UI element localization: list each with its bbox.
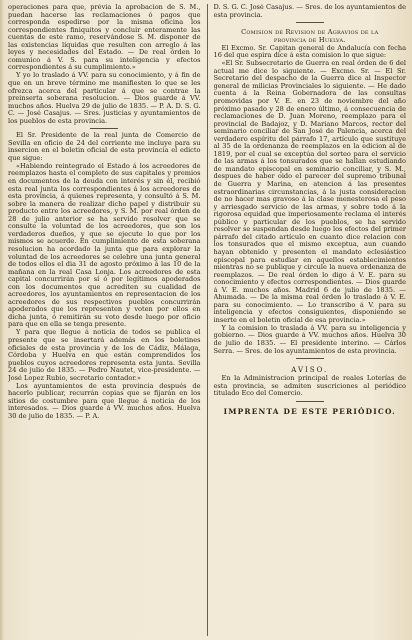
aviso-title: AVISO. [291,366,329,375]
section-divider [296,358,324,359]
right-column [214,4,407,636]
imprenta-footer: IMPRENTA DE ESTE PERIÓDICO. [223,406,396,416]
right-paragraph-3: Y la comision lo traslada á VV. para su inteligencia y gobierno. — Dios guarde á VV. muchos años. Huelva 30 de julio de 1835. — El presidente interino. — Cárlos Serra. — Sres. de los ayuntamientos de esta provincia. [213,323,406,355]
section-heading [214,29,407,44]
section-divider [296,22,324,23]
left-paragraph-1: operaciones para que, prévia la aprobacion de S. M., puedan hacerse las reclamaciones ó pagos que corresponda espedirse por la misma oficina los correspondientes finiquitos y concluir enteramente las cuentas de este ramo, reservándose S. M. disponer de las existencias líquidas que resulten con arreglo á las leyes y necesidades del Estado. — De real órden lo comunico á V. S. para su inteligencia y efectos correspondientes á su cumplimiento.» [8,4,201,72]
left-paragraph-2: Y yo lo traslado á VV. para su conocimiento, y á fin de que en un breve término me manifiesten lo que se les ofrezca acerca del particular á que se contrae la preinserta soberana resolucion. — Dios guarde á VV. muchos años. Huelva 29 de julio de 1835. — P. A. D. S. G. C. — José Casajus. — Sres. justicias y ayuntamientos de los pueblos de esta provincia. [8,71,201,125]
section-heading-suffix: provincia de Huelva. [273,35,346,44]
left-paragraph-3: El Sr. Presidente de la real junta de Comercio de Sevilla en oficio de 24 del corriente me incluye para su insercion en el boletin oficial de esta provincia el edicto que sigue: [8,131,201,162]
right-opening: D. S. G. C. José Casajus. — Sres. de los ayuntamientos de esta provincia. [213,4,406,19]
left-paragraph-6: Los ayuntamientos de esta provincia después de hacerlo publicar, recurrán copias que se fijarán en los sitios de costumbre para que llegue á noticia de los interesados. — Dios guarde á VV. muchos años. Huelva 30 de julio de 1835. — P. A. [8,381,201,420]
section-divider [90,128,118,129]
page-columns [8,4,406,636]
section-heading-prefix: Comision de Revision de Agravios de la [241,28,379,37]
right-paragraph-2: «El Sr. Subsecretario de Guerra en real órden de 6 del actual me dice lo siguiente. — Excmo. Sr. — El Sr. Secretario del despacho de la Guerra dice al Inspector general de milicias Provinciales lo siguiente. — He dado cuenta á la Reina Gobernadora de las consultas promovidas por V. E. en 23 de noviembre del año próximo pasado y 28 de enero último, á consecuencia de reclamaciones de D. Juan Moreno, reemplazo para el provincial de Badajoz, y D. Mariano Marcos, rector del seminario conciliar de San José de Palencia, acerca del verdadero espíritu del párrafo 17, artículo que sustituye al 35 de la ordenanza de reemplazos en la edicion al de 1819, por el cual se exceptúa del sorteo para el servicio de las armas á los tonsurados que se hallan estudiando de mandato episcopal en seminario conciliar, y S. M., despues de haber oido el parecer del supremo tribunal de Guerra y Marina, en atencion á las presentes estraordinarias circunstancias, á la justa consideracion de no hacer mas gravoso á la clase menesterosa el peso y arriesgado servicio de las armas, y sobre todo á la rigorosa equidad que imperiosamente reclama el interés público y particular de los pueblos, se ha servido resolver se suspendan desde luego los efectos del primer párrafo del citado artículo en cuanto dice relacion con los tonsurados que el mismo exceptua, aun cuando hayan obtenido y presenten el mandato eclesiástico episcopal para estudiar en aquellos establecimientos mientras no se publique y circule la nueva ordenanza de reemplazos. — De real órden lo digo á V. E. para su conocimiento y efectos correspondientes. — Dios guarde á V. E. muchos años. Madrid 6 de julio de 1835. — Ahumada. — De la misma real órden lo traslado á V. E. para su conocimiento. — Lo transcribo á V. para su inteligencia y efectos consiguientes, disponiendo se inserte en el boletin oficial de esa provincia.» [213,59,406,324]
section-divider [296,401,324,402]
aviso-text: En la Administracion principal de reales Loterías de esta provincia, se admiten suscriciones al periódico titulado Eco del Comercio. [213,374,406,398]
right-paragraph-1: El Excmo. Sr. Capitan general de Andalucía con fecha 16 del que espira dice á esta comision lo que sigue: [213,43,406,60]
left-paragraph-5: Y para que llegue á noticia de todos se publica el presente que se insertará además en los boletines oficiales de esta provincia y de los de Cádiz, Málaga, Córdoba y Huelva en que están comprendidos los pueblos cuyos acreedores representa esta junta. Sevilla 24 de julio de 1835. — Pedro Nautet, vice-presidente. — José Lopez Rubio, secretario contador.» [8,328,201,382]
page-binding-shadow [0,0,4,640]
left-paragraph-4: «Habiendo reintegrado el Estado á los acreedores de reemplazos hasta el completo de sus capitales y premios en documentos de la deuda con interés y sin él, recibió esta real junta los correspondientes á los acreedores de esta provincia, á quienes representa, y consultó á S. M. sobre la manera de realizar dicho papel y distribuir su producto entre los acreedores, y S. M. por real órden de 28 de julio anterior se ha servido resolver que se consulte la voluntad de los acreedores, que son los verdaderos dueños, y que se ejecute lo que por los mismos se acuerde. En cumplimiento de esta soberana resolucion ha acordado la junta que para explorar la voluntad de los acreedores se celebre una junta general de todos ellos el dia 31 de agosto próximo á las 10 de la mañana en la real Casa Lonja. Los acreedores de esta capital concurrirán por sí ó por legítimos apoderados con los documentos que acrediten su cualidad de acreedores, los ayuntamientos en representacion de los acreedores de sus respectivos pueblos concurrirán apoderados que los representen y voten por ellos en dicha junta, ó remitirán su voto desde luego por oficio para que en ella se tenga presente. [8,161,201,329]
column-rule [207,4,208,636]
left-column [8,4,201,636]
